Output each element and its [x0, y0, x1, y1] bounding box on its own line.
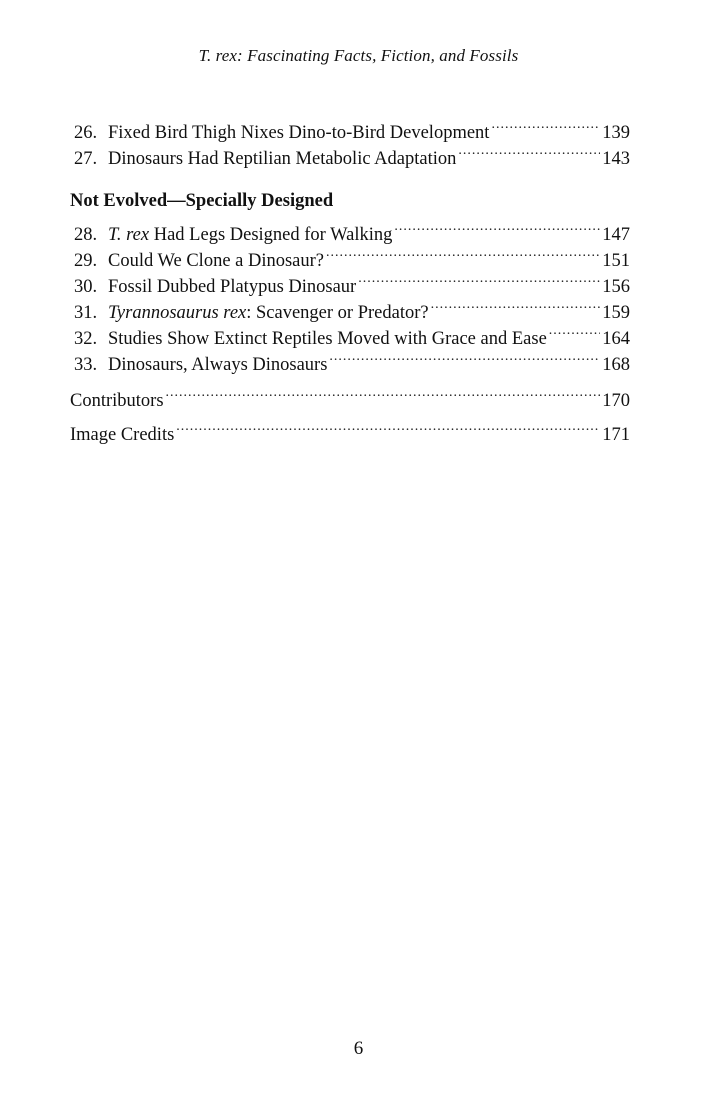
entry-page: 164 — [602, 329, 630, 349]
section-heading: Not Evolved—Specially Designed — [70, 191, 334, 211]
toc-entry-28[interactable] — [70, 214, 630, 245]
entry-number: 32. — [74, 329, 98, 349]
entry-title: Fixed Bird Thigh Nixes Dino-to-Bird Development — [108, 123, 490, 143]
dot-leader — [458, 138, 600, 164]
entry-title: Studies Show Extinct Reptiles Moved with Grace and Ease — [108, 329, 547, 349]
dot-leader — [166, 380, 601, 406]
toc-entry-contributors[interactable] — [70, 380, 630, 411]
entry-page: 159 — [602, 303, 630, 323]
entry-number: 33. — [74, 355, 98, 375]
toc-entry-image-credits[interactable] — [70, 414, 630, 445]
dot-leader — [176, 414, 600, 440]
entry-title: Image Credits — [70, 425, 175, 445]
toc-entry-26[interactable] — [70, 112, 630, 143]
entry-page: 156 — [602, 277, 630, 297]
entry-title: Dinosaurs, Always Dinosaurs — [108, 355, 328, 375]
entry-page: 147 — [602, 225, 630, 245]
entry-title: Dinosaurs Had Reptilian Metabolic Adaptation — [108, 149, 457, 169]
entry-page: 171 — [602, 425, 630, 445]
entry-page: 139 — [602, 123, 630, 143]
entry-title: Fossil Dubbed Platypus Dinosaur — [108, 277, 357, 297]
dot-leader — [491, 112, 600, 138]
dot-leader — [329, 344, 600, 370]
entry-page: 143 — [602, 149, 630, 169]
entry-number: 31. — [74, 303, 98, 323]
entry-title: Contributors — [70, 391, 164, 411]
entry-title — [108, 300, 429, 326]
entry-number: 29. — [74, 251, 98, 271]
dot-leader — [394, 214, 600, 240]
entry-page: 168 — [602, 355, 630, 375]
page-number: 6 — [353, 1038, 364, 1059]
entry-number: 27. — [74, 149, 98, 169]
entry-title-italic: Tyrannosaurus rex — [108, 303, 247, 323]
dot-leader — [549, 318, 600, 344]
entry-page: 170 — [602, 391, 630, 411]
entry-number: 28. — [74, 225, 98, 245]
dot-leader — [358, 266, 600, 292]
entry-number: 30. — [74, 277, 98, 297]
dot-leader — [431, 292, 601, 318]
dot-leader — [326, 240, 600, 266]
running-head: T. rex: Fascinating Facts, Fiction, and Fossils — [198, 46, 519, 65]
entry-title-rest: : Scavenger or Predator? — [246, 303, 429, 323]
entry-title: Could We Clone a Dinosaur? — [108, 251, 325, 271]
table-of-contents — [70, 112, 630, 445]
entry-page: 151 — [602, 251, 630, 271]
entry-number: 26. — [74, 123, 98, 143]
entry-title-italic: T. rex — [108, 225, 150, 245]
entry-title-rest: Had Legs Designed for Walking — [149, 225, 393, 245]
